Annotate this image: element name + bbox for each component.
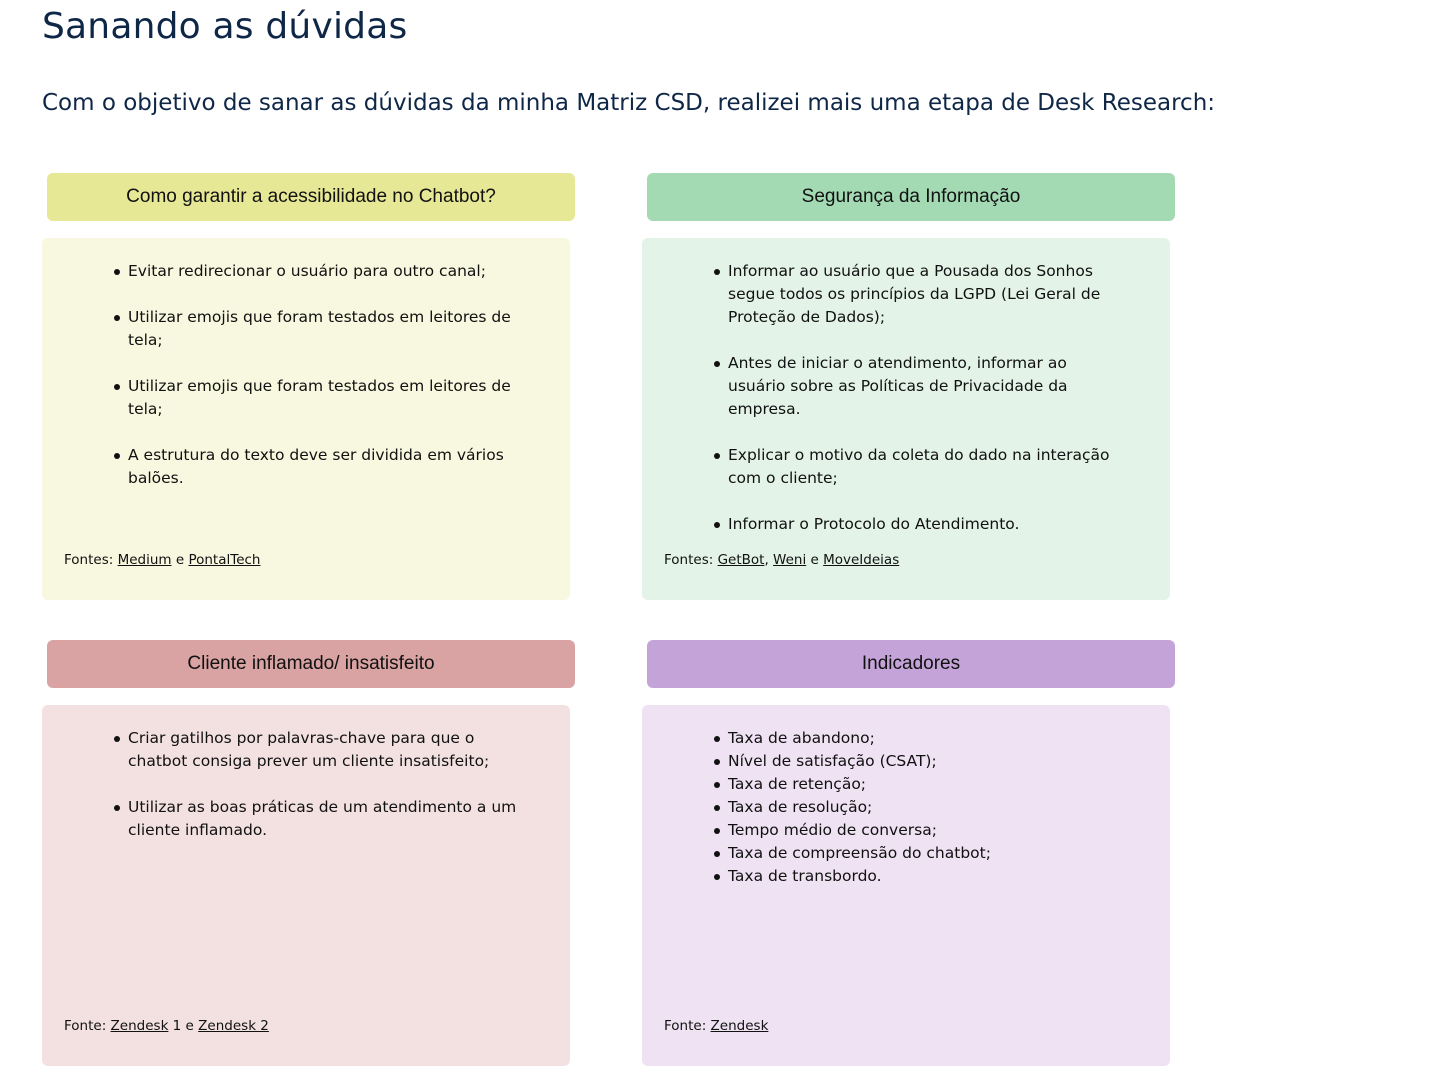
source-separator: e: [806, 552, 824, 568]
angry-client-card-body: [42, 705, 570, 1066]
security-sources: [664, 552, 899, 568]
list-item: Informar ao usuário que a Pousada dos Sonhos segue todos os princípios da LGPD (Lei Geral de Proteção de Dados);: [728, 260, 1118, 329]
indicators-sources: [664, 1018, 768, 1034]
list-item: Tempo médio de conversa;: [728, 819, 1118, 842]
angry-client-card-header: [47, 640, 575, 688]
source-prefix: Fonte:: [664, 1018, 711, 1034]
source-link-moveideias[interactable]: MoveIdeias: [823, 552, 900, 568]
list-item: Nível de satisfação (CSAT);: [728, 750, 1118, 773]
list-item: Taxa de transbordo.: [728, 865, 1118, 888]
source-prefix: Fontes:: [64, 552, 118, 568]
indicators-card-title: Indicadores: [861, 653, 961, 674]
page-subtitle: Com o objetivo de sanar as dúvidas da minha Matriz CSD, realizei mais uma etapa de Desk Research:: [42, 90, 1216, 116]
list-item: Taxa de compreensão do chatbot;: [728, 842, 1118, 865]
source-separator: e: [171, 552, 189, 568]
indicators-card-body: [642, 705, 1170, 1066]
angry-client-sources: [64, 1018, 269, 1034]
list-item: Taxa de resolução;: [728, 796, 1118, 819]
accessibility-card-header: [47, 173, 575, 221]
page-title: Sanando as dúvidas: [42, 6, 408, 47]
accessibility-card-body: [42, 238, 570, 600]
list-item: Utilizar as boas práticas de um atendimento a um cliente inflamado.: [128, 796, 518, 842]
list-item: Utilizar emojis que foram testados em leitores de tela;: [128, 306, 518, 352]
accessibility-card-title: Como garantir a acessibilidade no Chatbot?: [126, 186, 496, 207]
indicators-list: [728, 727, 1118, 888]
security-card-title: Segurança da Informação: [801, 186, 1021, 207]
accessibility-sources: [64, 552, 260, 568]
source-link-zendesk[interactable]: Zendesk: [710, 1018, 769, 1034]
angry-client-list: [128, 727, 518, 865]
list-item: Utilizar emojis que foram testados em leitores de tela;: [128, 375, 518, 421]
source-separator: 1 e: [168, 1018, 199, 1034]
source-link-weni[interactable]: Weni: [773, 552, 807, 568]
source-link-pontaltech[interactable]: PontalTech: [188, 552, 261, 568]
list-item: Taxa de abandono;: [728, 727, 1118, 750]
list-item: Informar o Protocolo do Atendimento.: [728, 513, 1118, 536]
list-item: Antes de iniciar o atendimento, informar ao usuário sobre as Políticas de Privacidade da empresa.: [728, 352, 1118, 421]
source-link-zendesk-2[interactable]: Zendesk 2: [198, 1018, 269, 1034]
source-separator: ,: [764, 552, 774, 568]
source-link-medium[interactable]: Medium: [117, 552, 172, 568]
list-item: Criar gatilhos por palavras-chave para que o chatbot consiga prever um cliente insatisfeito;: [128, 727, 518, 773]
list-item: Explicar o motivo da coleta do dado na interação com o cliente;: [728, 444, 1118, 490]
list-item: Evitar redirecionar o usuário para outro canal;: [128, 260, 518, 283]
list-item: Taxa de retenção;: [728, 773, 1118, 796]
source-prefix: Fontes:: [664, 552, 718, 568]
source-link-getbot[interactable]: GetBot: [717, 552, 765, 568]
security-card-header: [647, 173, 1175, 221]
source-link-zendesk-1[interactable]: Zendesk: [110, 1018, 169, 1034]
indicators-card-header: [647, 640, 1175, 688]
list-item: A estrutura do texto deve ser dividida em vários balões.: [128, 444, 518, 490]
source-prefix: Fonte:: [64, 1018, 111, 1034]
security-card-body: [642, 238, 1170, 600]
security-list: [728, 260, 1118, 559]
angry-client-card-title: Cliente inflamado/ insatisfeito: [187, 653, 435, 674]
accessibility-list: [128, 260, 518, 513]
